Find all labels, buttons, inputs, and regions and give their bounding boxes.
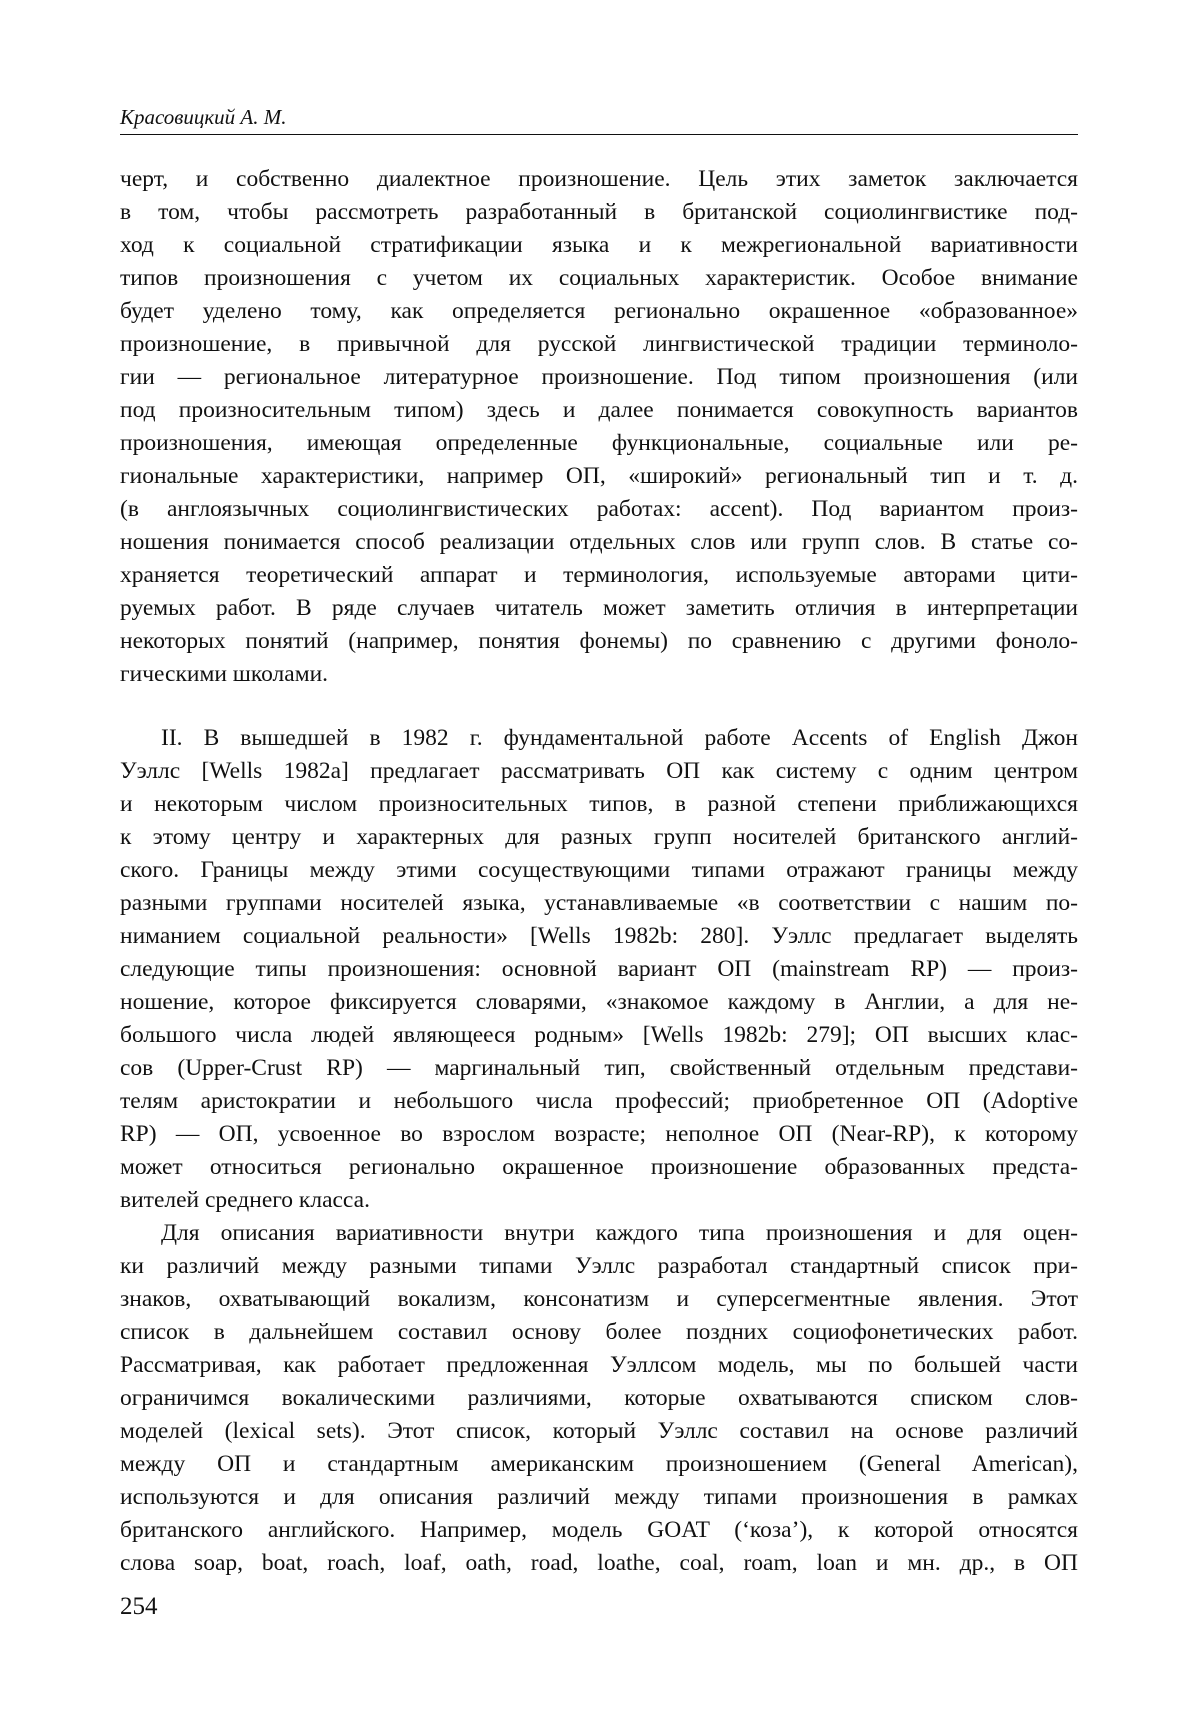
body-text — [120, 163, 1078, 1580]
text-line: ограничимся вокалическими различиями, которые охватываются списком слов- — [120, 1385, 1078, 1411]
text-line: под произносительным типом) здесь и далее понимается совокупность вариантов — [120, 397, 1078, 423]
text-line: гии — региональное литературное произношение. Под типом произношения (или — [120, 364, 1078, 390]
text-line: Для описания вариативности внутри каждого типа произношения и для оцен- — [161, 1220, 1078, 1246]
page-number: 254 — [120, 1593, 158, 1620]
text-line: слова soap, boat, roach, loaf, oath, road, loathe, coal, roam, loan и мн. др., в ОП — [120, 1550, 1078, 1576]
text-line: между ОП и стандартным американским произношением (General American), — [120, 1451, 1078, 1477]
text-line: сов (Upper-Crust RP) — маргинальный тип, свойственный отдельным представи- — [120, 1055, 1078, 1081]
text-line: большого числа людей являющееся родным» [Wells 1982b: 279]; ОП высших клас- — [120, 1022, 1078, 1048]
text-line: будет уделено тому, как определяется регионально окрашенное «образованное» — [120, 298, 1078, 324]
text-line: храняется теоретический аппарат и терминология, используемые авторами цити- — [120, 562, 1078, 588]
text-line: используются и для описания различий между типами произношения в рамках — [120, 1484, 1078, 1510]
text-line: британского английского. Например, модель GOAT (‘коза’), к которой относятся — [120, 1517, 1078, 1543]
text-line: ского. Границы между этими сосуществующими типами отражают границы между — [120, 857, 1078, 883]
text-line: моделей (lexical sets). Этот список, который Уэллс составил на основе различий — [120, 1418, 1078, 1444]
paragraph-3 — [120, 1217, 1078, 1580]
text-line: разными группами носителей языка, устанавливаемые «в соответствии с нашим по- — [120, 890, 1078, 916]
text-line: RP) — ОП, усвоенное во взрослом возрасте; неполное ОП (Near-RP), к которому — [120, 1121, 1078, 1147]
text-line: ход к социальной стратификации языка и к межрегиональной вариативности — [120, 232, 1078, 258]
text-line: ниманием социальной реальности» [Wells 1982b: 280]. Уэллс предлагает выделять — [120, 923, 1078, 949]
text-line: гическими школами. — [120, 661, 329, 687]
text-line: в том, чтобы рассмотреть разработанный в британской социолингвистике под- — [120, 199, 1078, 225]
text-line: ношения понимается способ реализации отдельных слов или групп слов. В статье со- — [120, 529, 1078, 555]
paragraph-gap — [120, 691, 1078, 722]
text-line: произношения, имеющая определенные функциональные, социальные или ре- — [120, 430, 1078, 456]
text-line: вителей среднего класса. — [120, 1187, 370, 1213]
text-line: некоторых понятий (например, понятия фонемы) по сравнению с другими фоноло- — [120, 628, 1078, 654]
text-line: может относиться регионально окрашенное произношение образованных предста- — [120, 1154, 1078, 1180]
text-line: Рассматривая, как работает предложенная Уэллсом модель, мы по большей части — [120, 1352, 1078, 1378]
text-line: руемых работ. В ряде случаев читатель может заметить отличия в интерпретации — [120, 595, 1078, 621]
paragraph-2 — [120, 722, 1078, 1217]
text-line: произношение, в привычной для русской лингвистической традиции терминоло- — [120, 331, 1078, 357]
header-rule — [120, 134, 1078, 135]
text-line: следующие типы произношения: основной вариант ОП (mainstream RP) — произ- — [120, 956, 1078, 982]
text-line: список в дальнейшем составил основу более поздних социофонетических работ. — [120, 1319, 1078, 1345]
text-line: ки различий между разными типами Уэллс разработал стандартный список при- — [120, 1253, 1078, 1279]
paragraph-1 — [120, 163, 1078, 691]
running-header-author: Красовицкий А. М. — [120, 105, 287, 129]
text-line: гиональные характеристики, например ОП, «широкий» региональный тип и т. д. — [120, 463, 1078, 489]
text-line: (в англоязычных социолингвистических работах: accent). Под вариантом произ- — [120, 496, 1078, 522]
document-page — [120, 0, 1078, 1710]
text-line: типов произношения с учетом их социальных характеристик. Особое внимание — [120, 265, 1078, 291]
text-line: II. В вышедшей в 1982 г. фундаментальной работе Accents of English Джон — [161, 725, 1078, 751]
text-line: к этому центру и характерных для разных групп носителей британского англий- — [120, 824, 1078, 850]
text-line: и некоторым числом произносительных типов, в разной степени приближающихся — [120, 791, 1078, 817]
text-line: телям аристократии и небольшого числа профессий; приобретенное ОП (Adoptive — [120, 1088, 1078, 1114]
text-line: ношение, которое фиксируется словарями, «знакомое каждому в Англии, а для не- — [120, 989, 1078, 1015]
text-line: знаков, охватывающий вокализм, консонатизм и суперсегментные явления. Этот — [120, 1286, 1078, 1312]
text-line: Уэллс [Wells 1982a] предлагает рассматривать ОП как систему с одним центром — [120, 758, 1078, 784]
text-line: черт, и собственно диалектное произношение. Цель этих заметок заключается — [120, 166, 1078, 192]
